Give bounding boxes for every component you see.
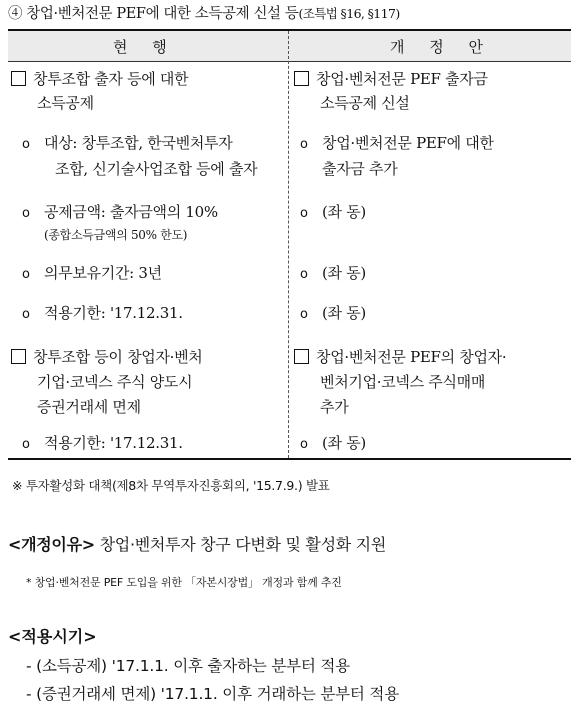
section-title bbox=[8, 2, 578, 23]
left-item-amount-limit: (종합소득금액의 50% 한도) bbox=[44, 228, 188, 242]
left-item-expiry-1: o 적용기한: '17.12.31. bbox=[22, 301, 183, 327]
left-item-target: o 대상: 창투조합, 한국벤처투자 조합, 신기술사업조합 등에 출자 bbox=[22, 134, 258, 178]
right-item-expiry-1: o (좌 동) bbox=[300, 301, 366, 327]
circle-bullet-icon: o bbox=[300, 206, 308, 221]
square-bullet-icon bbox=[11, 71, 26, 86]
circle-bullet-icon: o bbox=[22, 206, 30, 221]
comparison-table bbox=[8, 29, 571, 460]
square-bullet-icon bbox=[294, 349, 309, 364]
effective-label: <적용시기> bbox=[8, 627, 97, 646]
left-item-holding: o 의무보유기간: 3년 bbox=[22, 261, 162, 287]
square-bullet-icon bbox=[11, 349, 26, 364]
reason-subnote: * 창업·벤처전문 PEF 도입을 위한 「자본시장법」 개정과 함께 추진 bbox=[26, 576, 342, 589]
right-block-1: 창업·벤처전문 PEF 출자금 소득공제 신설 bbox=[294, 67, 488, 115]
circle-bullet-icon: o bbox=[22, 137, 30, 152]
effective-item-1: - (소득공제) '17.1.1. 이후 출자하는 분부터 적용 bbox=[26, 657, 350, 675]
title-main: ④ 창업·벤처전문 PEF에 대한 소득공제 신설 등 bbox=[8, 6, 299, 22]
right-item-expiry-2: o (좌 동) bbox=[300, 431, 366, 457]
circle-bullet-icon: o bbox=[300, 267, 308, 282]
policy-note: ※ 투자활성화 대책(제8차 무역투자진흥회의, '15.7.9.) 발표 bbox=[12, 478, 330, 493]
circle-bullet-icon: o bbox=[22, 267, 30, 282]
circle-bullet-icon: o bbox=[300, 437, 308, 452]
left-item-expiry-2: o 적용기한: '17.12.31. bbox=[22, 431, 183, 457]
circle-bullet-icon: o bbox=[22, 307, 30, 322]
reason-label: <개정이유> bbox=[8, 535, 95, 554]
right-block-2: 창업·벤처전문 PEF의 창업자· 벤처기업·코넥스 주식매매 추가 bbox=[294, 345, 506, 420]
circle-bullet-icon: o bbox=[300, 307, 308, 322]
square-bullet-icon bbox=[294, 71, 309, 86]
right-item-holding: o (좌 동) bbox=[300, 261, 366, 287]
title-ref: (조특법 §16, §117) bbox=[298, 6, 400, 21]
reason-text: 창업·벤처투자 창구 다변화 및 활성화 지원 bbox=[94, 535, 386, 554]
left-block-1: 창투조합 출자 등에 대한 소득공제 bbox=[11, 67, 188, 115]
column-divider bbox=[288, 31, 289, 458]
left-item-amount: o 공제금액: 출자금액의 10% bbox=[22, 200, 218, 226]
effective-item-2: - (증권거래세 면제) '17.1.1. 이후 거래하는 분부터 적용 bbox=[26, 685, 399, 703]
left-block-2: 창투조합 등이 창업자·벤처 기업·코넥스 주식 양도시 증권거래세 면제 bbox=[11, 345, 203, 420]
revision-reason bbox=[8, 532, 386, 555]
circle-bullet-icon: o bbox=[300, 137, 308, 152]
right-item-target: o 창업·벤처전문 PEF에 대한 출자금 추가 bbox=[300, 134, 494, 178]
right-item-amount: o (좌 동) bbox=[300, 200, 366, 226]
header-current: 현 행 bbox=[113, 38, 177, 56]
table-header bbox=[8, 31, 571, 62]
circle-bullet-icon: o bbox=[22, 437, 30, 452]
header-revised: 개 정 안 bbox=[390, 38, 494, 56]
